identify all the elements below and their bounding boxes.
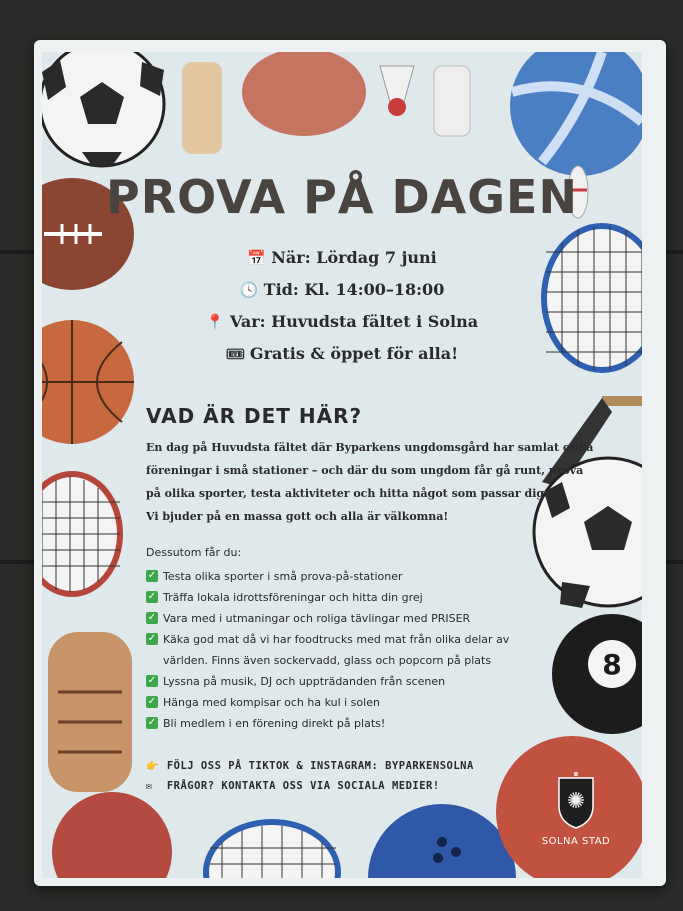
price-line bbox=[42, 344, 642, 363]
price-text: Gratis & öppet för alla! bbox=[249, 344, 459, 363]
check-icon: ✓ bbox=[147, 570, 157, 581]
logo-name: SOLNA STAD bbox=[541, 836, 611, 847]
time-text: Tid: Kl. 14:00–18:00 bbox=[263, 280, 445, 299]
time-line bbox=[42, 280, 642, 299]
list-item: ✓ Bli medlem i en förening direkt på plats! bbox=[147, 717, 386, 730]
intro-line: En dag på Huvudsta fältet där Byparkens ungdomsgård har samlat olika bbox=[146, 441, 594, 454]
location-text: Var: Huvudsta fältet i Solna bbox=[229, 312, 479, 331]
questions-line bbox=[146, 780, 440, 792]
intro-line: föreningar i små stationer – och där du som ungdom får gå runt, prova bbox=[146, 464, 584, 477]
intro-line: Vi bjuder på en massa gott och alla är välkomna! bbox=[146, 510, 449, 523]
intro-paragraph bbox=[146, 436, 594, 528]
ticket-icon: 🎟 bbox=[225, 345, 245, 363]
check-icon: ✓ bbox=[147, 591, 157, 602]
check-icon: ✓ bbox=[147, 696, 157, 707]
intro-line: på olika sporter, testa aktiviteter och hitta något som passar dig. bbox=[146, 487, 548, 500]
envelope-icon: ✉ bbox=[146, 781, 153, 792]
list-item: ✓ Träffa lokala idrottsföreningar och hitta din grej bbox=[147, 591, 423, 604]
svg-text:♛: ♛ bbox=[572, 772, 580, 778]
list-item: ✓ Käka god mat då vi har foodtrucks med mat från olika delar av världen. Finns även sockervadd, glass och popcorn på plats bbox=[147, 633, 510, 667]
follow-line bbox=[146, 760, 474, 772]
list-item: ✓ Hänga med kompisar och ha kul i solen bbox=[147, 696, 380, 709]
svg-text:8: 8 bbox=[602, 648, 622, 681]
poster-title: PROVA PÅ DAGEN bbox=[106, 170, 578, 224]
clock-icon: 🕓 bbox=[239, 281, 259, 299]
solna-stad-logo bbox=[536, 772, 616, 847]
list-item: ✓ Testa olika sporter i små prova-på-stationer bbox=[147, 570, 403, 583]
location-line bbox=[42, 312, 642, 331]
follow-text: FÖLJ OSS PÅ TIKTOK & INSTAGRAM: BYPARKENSOLNA bbox=[166, 760, 474, 772]
date-text: När: Lördag 7 juni bbox=[271, 248, 437, 267]
date-line bbox=[42, 248, 642, 267]
check-icon: ✓ bbox=[147, 717, 157, 728]
list-item: ✓ Lyssna på musik, DJ och uppträdanden från scenen bbox=[147, 675, 446, 688]
check-icon: ✓ bbox=[147, 612, 157, 623]
list-lead: Dessutom får du: bbox=[146, 546, 242, 559]
event-poster bbox=[42, 52, 642, 878]
calendar-icon: 📅 bbox=[247, 249, 266, 267]
svg-text:✺: ✺ bbox=[566, 789, 586, 814]
pointing-hand-icon: 👉 bbox=[146, 761, 159, 772]
benefits-list bbox=[146, 566, 546, 734]
coat-of-arms-icon bbox=[553, 772, 599, 830]
list-item: ✓ Vara med i utmaningar och roliga tävlingar med PRISER bbox=[147, 612, 471, 625]
section-heading: VAD ÄR DET HÄR? bbox=[146, 404, 363, 428]
pin-icon: 📍 bbox=[205, 313, 225, 331]
questions-text: FRÅGOR? KONTAKTA OSS VIA SOCIALA MEDIER! bbox=[166, 780, 440, 792]
check-icon: ✓ bbox=[147, 675, 157, 686]
check-icon: ✓ bbox=[147, 633, 157, 644]
